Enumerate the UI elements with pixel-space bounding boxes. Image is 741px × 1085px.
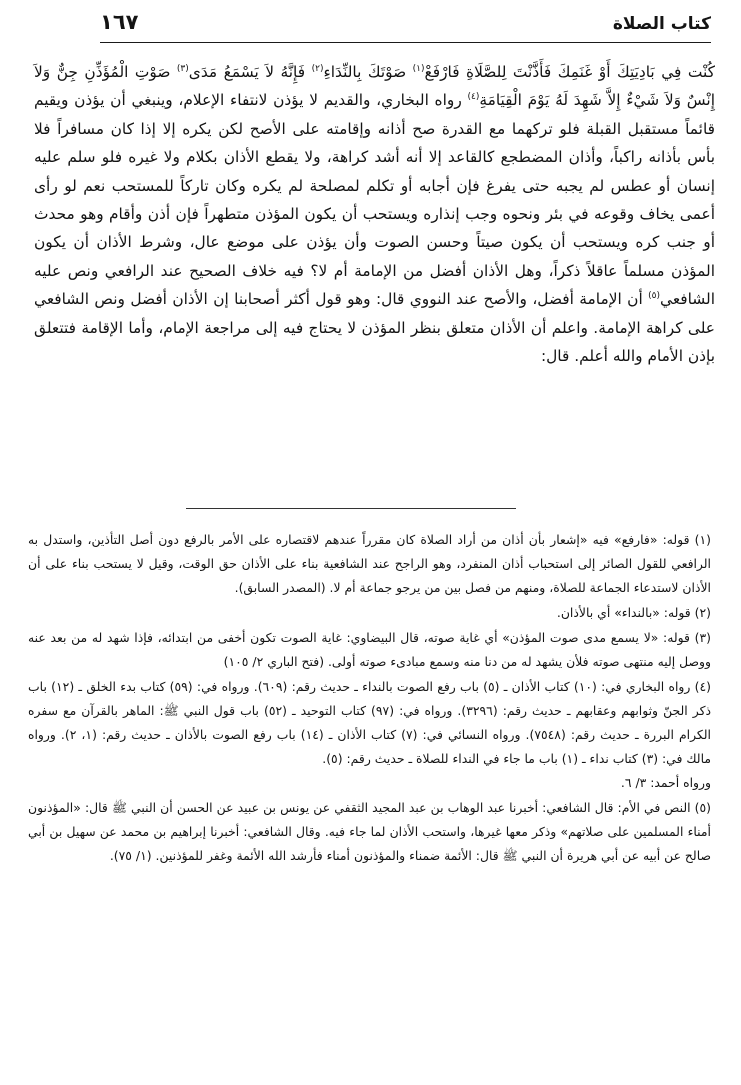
footnote-text: (٥) النص في الأم: قال الشافعي: أخبرنا عبد الوهاب بن عبد المجيد الثقفي عن يونس بن عبيد عن الحسن أن النبي ﷺ قال: «المؤذنون أمناء المسلمين على صلاتهم» وذكر معها غيرها، واستحب الأذان لما جاء فيه. وقال الشافعي: أخبرنا إبراهيم بن محمد عن سهيل بن أبي صالح عن أبيه عن أبي هريرة أن النبي ﷺ قال: الأئمة ضمناء والمؤذنون أمناء فأرشد الله الأئمة وغفر للمؤذنين. (١/ ٧٥). — [28, 800, 711, 863]
footnote-text: (٤) رواه البخاري في: (١٠) كتاب الأذان ـ (٥) باب رفع الصوت بالنداء ـ حديث رقم: (٦٠٩). ورواه في: (٥٩) كتاب بدء الخلق ـ (١٢) باب ذكر الجنّ وثوابهم وعقابهم ـ حديث رقم: (٣٢٩٦). ورواه في: (٩٧) كتاب التوحيد ـ (٥٢) باب قول النبي ﷺ: الماهر بالقرآن مع سفره الكرام البررة ـ حديث رقم: (٧٥٤٨). ورواه النسائي في: (٧) كتاب الأذان ـ (١٤) باب رفع الصوت بالأذان ـ حديث رقم: (١، ٢). ورواه مالك في: (٣) كتاب نداء ـ (١) باب ما جاء في النداء للصلاة ـ حديث رقم: (٥). — [28, 679, 712, 766]
footnote-ref-1: (١) — [412, 63, 425, 74]
page-header — [100, 8, 711, 43]
footnote-text: (١) قوله: «فارفع» فيه «إشعار بأن أذان من أراد الصلاة كان مقرراً عندهم لاقتصاره على الأمر بالرفع دون أصل التأذين، واستدل به الرافعي للقول الصائر إلى استحباب أذان المنفرد، وهو الراجح عند الشافعية بناء على الأذان حق الوقت، وقيل لا يستحب بناء على أن الأذان لاستدعاء الجماعة للصلاة، ومنهم من فصل بين من يرجو جماعة أم لا. (المصدر السابق). — [28, 532, 711, 595]
text-run: رواه البخاري، والقديم لا يؤذن لانتفاء الإعلام، وينبغي أن يؤذن ويقيم قائماً مستقبل القبلة فلو تركهما مع القدرة صح أذانه وإقامته على الأصح لكن يكره إلا إذا كان مسافراً فلا بأس بأذانه راكباً، وأذان المضطجع كالقاعد إلا أنه أشد كراهة، ولا يقطع الأذان بكلام ولا غيره فلو سلم عليه إنسان أو عطس لم يجبه حتى يفرغ فإن أجابه أو تكلم لمصلحة لم يكره وكان تاركاً للمستحب نعم لو رأى أعمى يخاف وقوعه في بئر ونحوه وجب إنذاره ويستحب أن يكون المؤذن متطهراً فإن أذن وأقام وهو محدث أو جنب كره ويستحب أن يكون صيتاً وحسن الصوت وأن يؤذن على موضع عال، وشرط الأذان أن يكون المؤذن مسلماً عاقلاً ذكراً، وهل الأذان أفضل من الإمامة أم لا؟ فيه خلاف الصحيح عند الرافعي ونص عليه الشافعي — [34, 91, 715, 309]
main-text — [34, 58, 715, 370]
footnote-1 — [28, 528, 711, 600]
text-run: كُنْت فِي بَادِيَتِكَ أَوْ غَنَمِكَ فَأَذَّنْتَ لِلصَّلَاةِ فَارْفَعْ — [424, 63, 715, 81]
footnote-separator — [186, 508, 516, 509]
footnote-ref-2: (٢) — [311, 63, 324, 74]
footnote-ref-5: (٥) — [648, 291, 660, 302]
main-paragraph — [34, 58, 715, 370]
footnote-text: ورواه أحمد: ٣/ ٦. — [620, 775, 711, 790]
footnote-ref-4: (٤) — [467, 92, 480, 103]
text-run: صَوْتَكَ بِالنِّدَاءِ — [323, 63, 413, 81]
book-title: كتاب الصلاة — [612, 14, 711, 34]
text-run: صَوْتِ الْمُؤَذِّنِ جِنٌّ وَلاَ إِنْسٌ وَلاَ شَيْءٌ إِلاَّ شَهِدَ لَهُ يَوْمَ الْقِيَامَةِ — [34, 63, 715, 110]
page-number: ١٦٧ — [100, 10, 139, 34]
footnote-2 — [28, 601, 711, 625]
footnote-3 — [28, 626, 711, 674]
footnote-4 — [28, 675, 711, 795]
text-run: فَإِنَّهُ لاَ يَسْمَعُ مَدَى — [188, 63, 312, 81]
footnote-text: (٢) قوله: «بالنداء» أي بالأذان. — [556, 605, 711, 620]
footnote-5 — [28, 796, 711, 868]
footnotes — [28, 528, 711, 869]
footnote-ref-3: (٣) — [176, 63, 189, 74]
footnote-text: (٣) قوله: «لا يسمع مدى صوت المؤذن» أي غاية صوته، قال البيضاوي: غاية الصوت تكون أخفى من ابتدائه، فإذا شهد له من بعد عنه ووصل إليه منتهى صوته فلأن يشهد له من دنا منه وسمع مبادىء صوته أولى. (فتح الباري ٢/ ١٠٥) — [28, 630, 711, 669]
text-run: أن الإمامة أفضل، والأصح عند النووي قال: وهو قول أكثر أصحابنا إن الأذان أفضل ونص الشافعي على كراهة الإمامة. واعلم أن الأذان متعلق بنظر المؤذن لا يحتاج فيه إلى مراجعة الإمام، وأما الإقامة فتتعلق بإذن الأمام والله أعلم. قال: — [34, 290, 715, 366]
